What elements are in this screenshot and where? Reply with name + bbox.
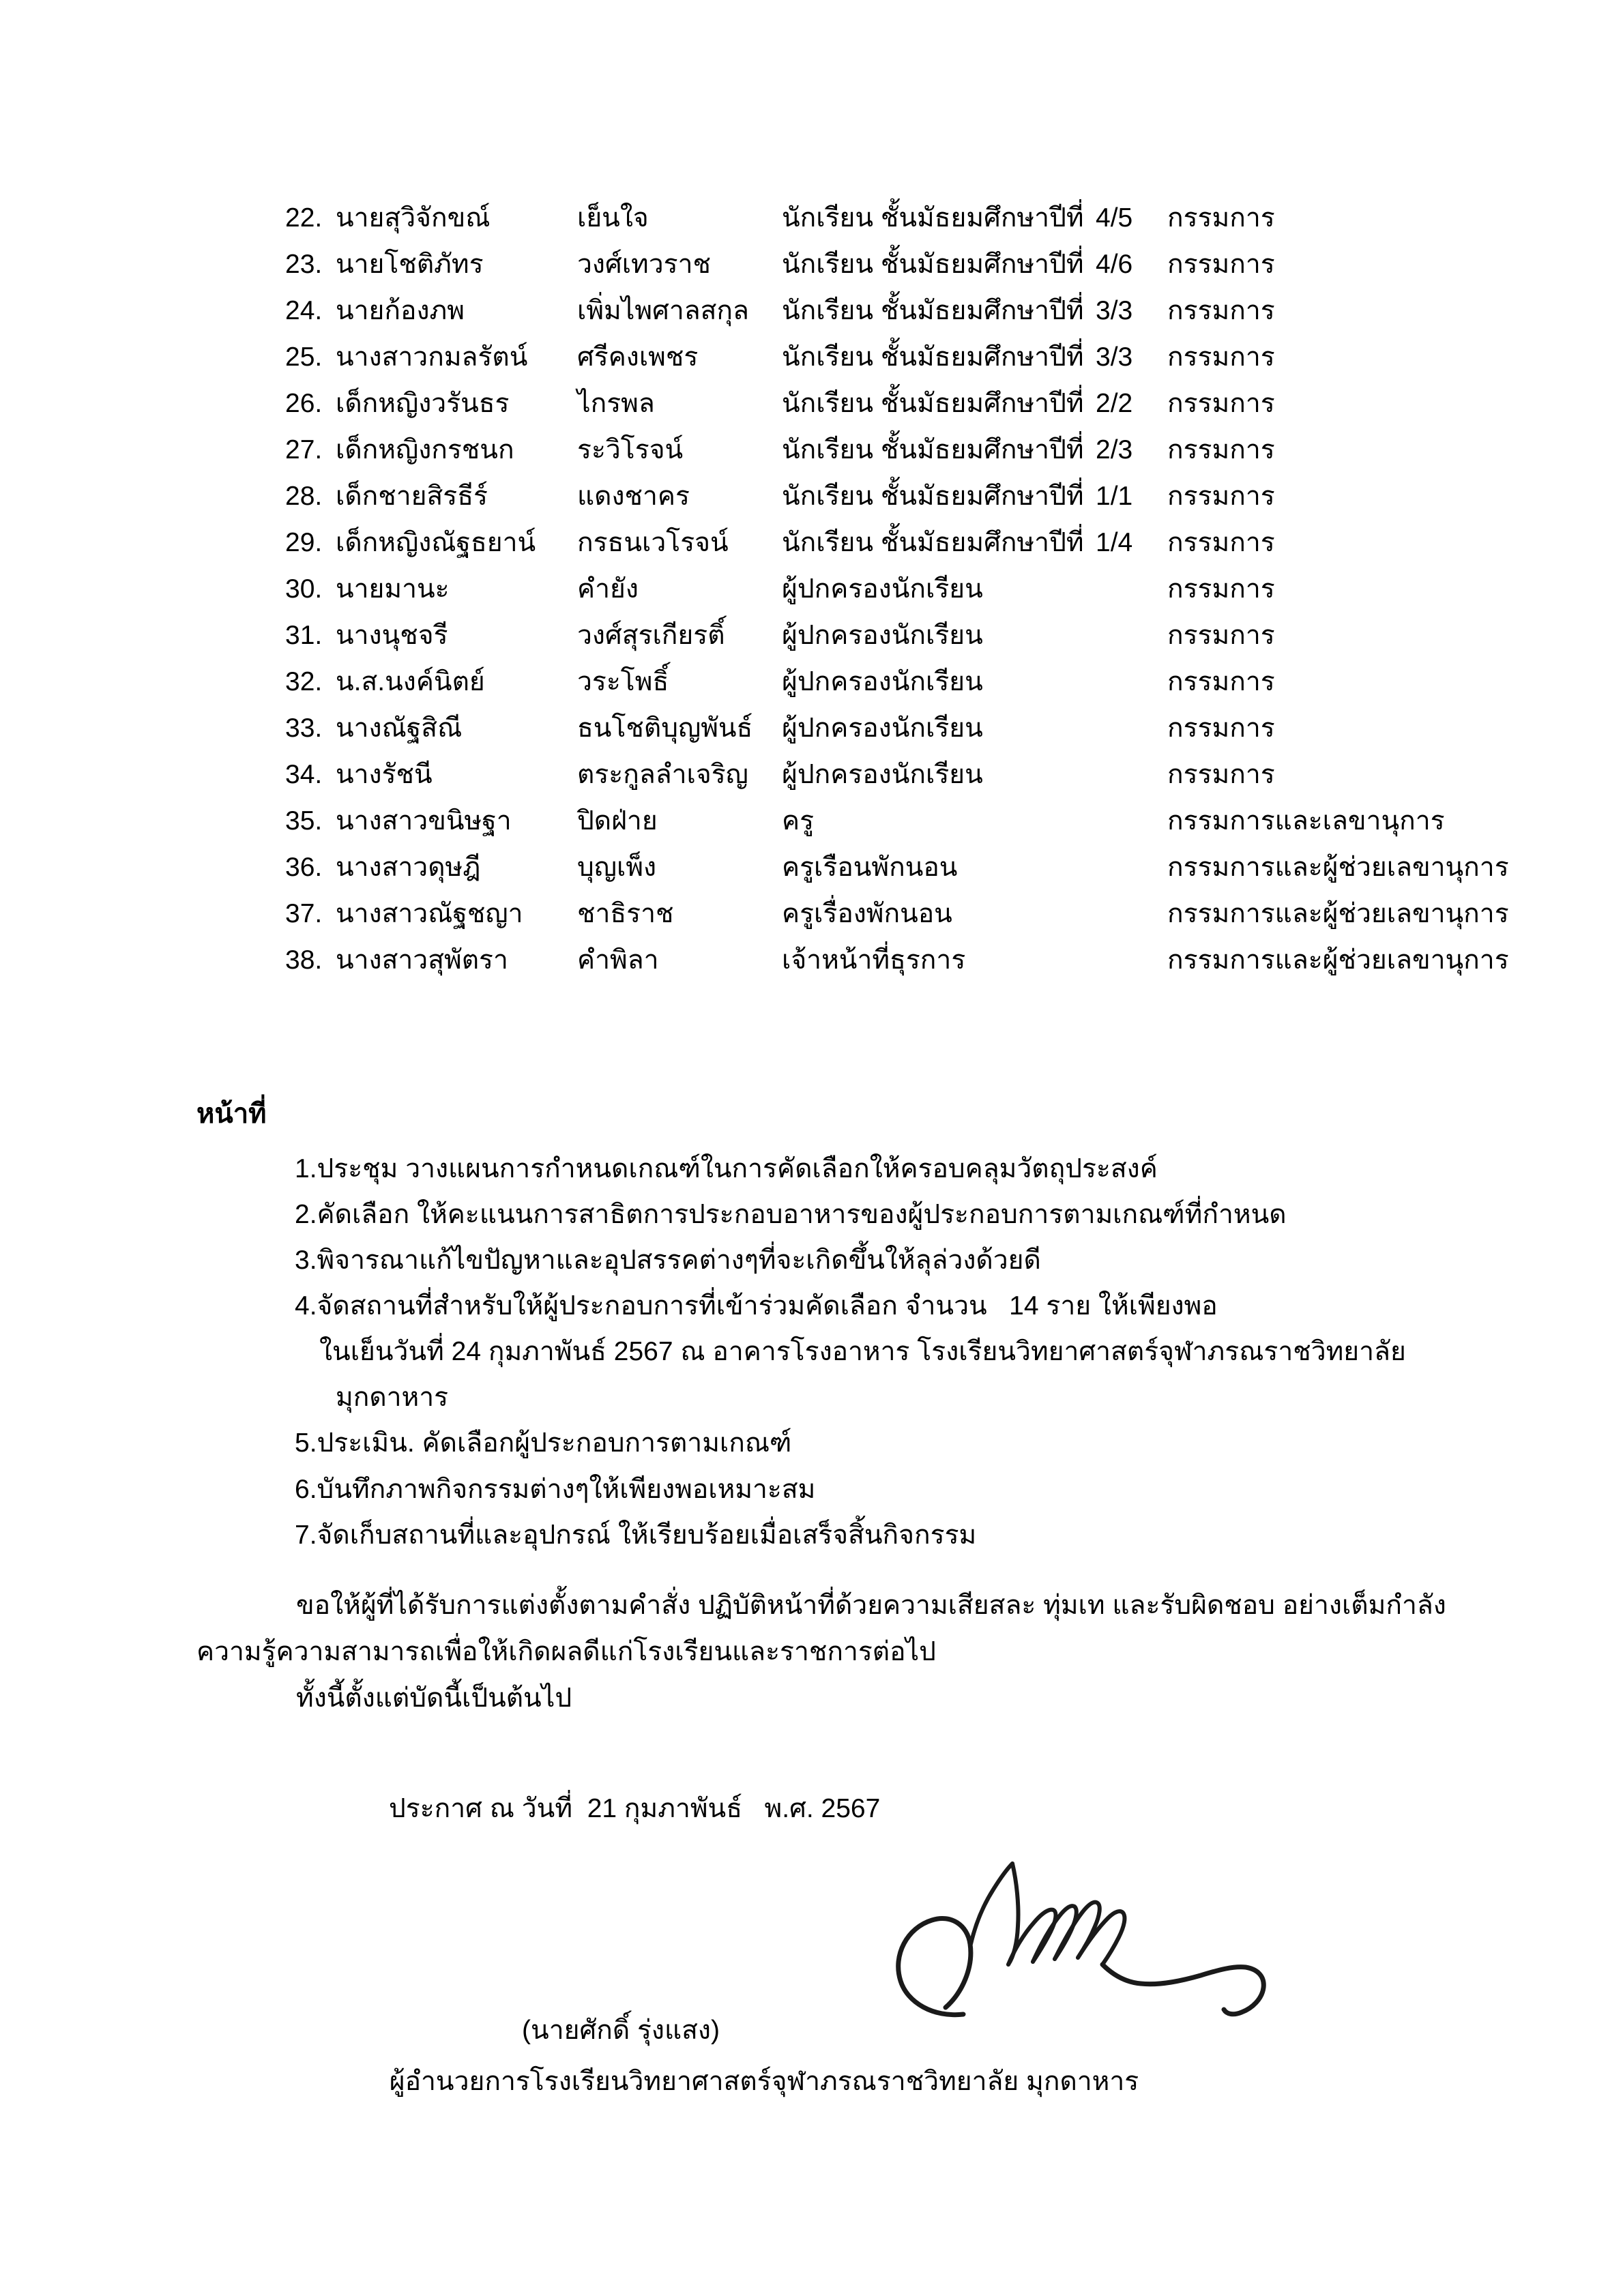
table-row xyxy=(285,854,1554,900)
table-row xyxy=(285,808,1554,854)
member-surname: ตระกูลลำเจริญ xyxy=(577,760,748,789)
member-position: นักเรียน ชั้นมัธยมศึกษาปีที่ xyxy=(782,528,1084,557)
closing-paragraph xyxy=(196,1583,1520,1722)
member-role: กรรมการและผู้ช่วยเลขานุการ xyxy=(1167,899,1509,928)
member-surname: เพิ่มไพศาลสกุล xyxy=(577,296,749,325)
member-class-level xyxy=(1096,808,1167,854)
member-class-level: 1/1 xyxy=(1096,482,1133,511)
table-row xyxy=(285,297,1554,344)
member-surname: ไกรพล xyxy=(577,389,655,418)
member-surname: ชาธิราช xyxy=(577,899,674,928)
table-row xyxy=(285,344,1554,390)
table-row xyxy=(285,900,1554,947)
member-class-level xyxy=(1096,715,1167,761)
member-class-level xyxy=(1096,622,1167,668)
member-position: ครูเรื่องพักนอน xyxy=(782,899,952,928)
member-role: กรรมการ xyxy=(1167,528,1275,557)
member-position: ผู้ปกครองนักเรียน xyxy=(782,760,983,789)
row-number: 27. xyxy=(285,435,323,465)
table-row xyxy=(285,390,1554,437)
duty-item: 5.ประเมิน. คัดเลือกผู้ประกอบการตามเกณฑ์ xyxy=(295,1428,792,1458)
member-class-level: 3/3 xyxy=(1096,296,1133,325)
member-name: นางณัฐสิณี xyxy=(336,713,463,743)
member-role: กรรมการ xyxy=(1167,667,1275,696)
row-number: 28. xyxy=(285,482,323,511)
member-position: นักเรียน ชั้นมัธยมศึกษาปีที่ xyxy=(782,482,1084,511)
member-class-level: 1/4 xyxy=(1096,528,1133,557)
member-role: กรรมการ xyxy=(1167,482,1275,511)
member-position: นักเรียน ชั้นมัธยมศึกษาปีที่ xyxy=(782,250,1084,279)
row-number: 38. xyxy=(285,945,323,975)
member-name: นางรัชนี xyxy=(336,760,433,789)
member-surname: ระวิโรจน์ xyxy=(577,435,684,465)
member-name: นางสาวสุพัตรา xyxy=(336,945,508,975)
member-position: เจ้าหน้าที่ธุรการ xyxy=(782,945,966,975)
member-role: กรรมการและเลขานุการ xyxy=(1167,806,1445,836)
duty-item: 3.พิจารณาแก้ไขปัญหาและอุปสรรคต่างๆที่จะเกิดขึ้นให้ลุล่วงด้วยดี xyxy=(295,1246,1041,1276)
member-surname: คำพิลา xyxy=(577,945,659,975)
table-row xyxy=(285,205,1554,251)
member-surname: วงศ์เทวราช xyxy=(577,250,711,279)
member-class-level xyxy=(1096,668,1167,715)
member-role: กรรมการ xyxy=(1167,250,1275,279)
member-role: กรรมการ xyxy=(1167,296,1275,325)
member-class-level: 2/3 xyxy=(1096,435,1133,465)
member-name: น.ส.นงค์นิตย์ xyxy=(336,667,485,696)
member-name: นายสุวิจักขณ์ xyxy=(336,203,491,233)
row-number: 31. xyxy=(285,621,323,650)
member-surname: ศรีคงเพชร xyxy=(577,342,699,372)
member-role: กรรมการ xyxy=(1167,760,1275,789)
closing-line-1: ขอให้ผู้ที่ได้รับการแต่งตั้งตามคำสั่ง ปฏิบัติหน้าที่ด้วยความเสียสละ ทุ่มเท และรับผิดชอบ อย่างเต็มกำลัง xyxy=(296,1591,1446,1620)
handwritten-signature-icon xyxy=(805,1842,1324,2033)
member-class-level xyxy=(1096,900,1167,947)
row-number: 37. xyxy=(285,899,323,928)
table-row xyxy=(285,761,1554,808)
member-name: เด็กหญิงกรชนก xyxy=(336,435,514,465)
row-number: 34. xyxy=(285,760,323,789)
member-role: กรรมการ xyxy=(1167,389,1275,418)
member-position: นักเรียน ชั้นมัธยมศึกษาปีที่ xyxy=(782,296,1084,325)
duty-item: 2.คัดเลือก ให้คะแนนการสาธิตการประกอบอาหารของผู้ประกอบการตามเกณฑ์ที่กำหนด xyxy=(295,1200,1287,1230)
duty-item: 7.จัดเก็บสถานที่และอุปกรณ์ ให้เรียบร้อยเมื่อเสร็จสิ้นกิจกรรม xyxy=(295,1520,977,1550)
table-row xyxy=(285,622,1554,668)
duties-list xyxy=(295,1146,1523,1558)
duty-item: 4.จัดสถานที่สำหรับให้ผู้ประกอบการที่เข้าร่วมคัดเลือก จำนวน 14 ราย ให้เพียงพอ xyxy=(295,1291,1218,1321)
row-number: 32. xyxy=(285,667,323,696)
row-number: 24. xyxy=(285,296,323,325)
member-position: ครูเรือนพักนอน xyxy=(782,853,958,882)
member-surname: กรธนเวโรจน์ xyxy=(577,528,729,557)
row-number: 30. xyxy=(285,574,323,604)
member-role: กรรมการ xyxy=(1167,621,1275,650)
member-class-level: 4/5 xyxy=(1096,203,1133,233)
row-number: 23. xyxy=(285,250,323,279)
closing-line-3: ทั้งนี้ตั้งแต่บัดนี้เป็นต้นไป xyxy=(296,1683,572,1713)
member-role: กรรมการ xyxy=(1167,342,1275,372)
duty-item: 1.ประชุม วางแผนการกำหนดเกณฑ์ในการคัดเลือกให้ครอบคลุมวัตถุประสงค์ xyxy=(295,1154,1158,1183)
member-position: ครู xyxy=(782,806,815,836)
member-name: เด็กหญิงวรันธร xyxy=(336,389,510,418)
signer-name: (นายศักดิ์ รุ่งแสง) xyxy=(522,2016,720,2045)
signature-block xyxy=(805,1842,1324,2033)
member-role: กรรมการ xyxy=(1167,203,1275,233)
roster-body xyxy=(285,205,1554,993)
signer-title: ผู้อำนวยการโรงเรียนวิทยาศาสตร์จุฬาภรณราชวิทยาลัย มุกดาหาร xyxy=(389,2067,1139,2096)
row-number: 35. xyxy=(285,806,323,836)
table-row xyxy=(285,715,1554,761)
table-row xyxy=(285,668,1554,715)
row-number: 29. xyxy=(285,528,323,557)
member-surname: คำยัง xyxy=(577,574,639,604)
table-row xyxy=(285,437,1554,483)
row-number: 25. xyxy=(285,342,323,372)
table-row xyxy=(285,576,1554,622)
row-number: 36. xyxy=(285,853,323,882)
member-surname: เย็นใจ xyxy=(577,203,649,233)
table-row xyxy=(285,947,1554,993)
member-role: กรรมการ xyxy=(1167,574,1275,604)
duty-item-continuation: มุกดาหาร xyxy=(336,1383,449,1413)
row-number: 26. xyxy=(285,389,323,418)
member-role: กรรมการ xyxy=(1167,713,1275,743)
announcement-date: ประกาศ ณ วันที่ 21 กุมภาพันธ์ พ.ศ. 2567 xyxy=(389,1794,881,1823)
member-surname: ปิดฝ่าย xyxy=(577,806,658,836)
duty-item: 6.บันทึกภาพกิจกรรมต่างๆให้เพียงพอเหมาะสม xyxy=(295,1474,816,1504)
member-role: กรรมการ xyxy=(1167,435,1275,465)
member-role: กรรมการและผู้ช่วยเลขานุการ xyxy=(1167,853,1509,882)
member-name: นางสาวณัฐชญา xyxy=(336,899,523,928)
member-position: ผู้ปกครองนักเรียน xyxy=(782,667,983,696)
member-role: กรรมการและผู้ช่วยเลขานุการ xyxy=(1167,945,1509,975)
member-class-level: 3/3 xyxy=(1096,342,1133,372)
member-name: นางสาวขนิษฐา xyxy=(336,806,512,836)
member-position: ผู้ปกครองนักเรียน xyxy=(782,713,983,743)
member-name: นายโชติภัทร xyxy=(336,250,484,279)
committee-roster-table xyxy=(285,205,1554,993)
table-row xyxy=(285,529,1554,576)
member-name: นางสาวกมลรัตน์ xyxy=(336,342,528,372)
member-name: นายก้องภพ xyxy=(336,296,465,325)
member-surname: บุญเพ็ง xyxy=(577,853,657,882)
member-surname: วงศ์สุรเกียรติ์ xyxy=(577,621,725,650)
member-class-level: 2/2 xyxy=(1096,389,1133,418)
closing-line-2: ความรู้ความสามารถเพื่อให้เกิดผลดีแก่โรงเรียนและราชการต่อไป xyxy=(196,1636,936,1666)
member-position: นักเรียน ชั้นมัธยมศึกษาปีที่ xyxy=(782,342,1084,372)
row-number: 33. xyxy=(285,713,323,743)
member-position: นักเรียน ชั้นมัธยมศึกษาปีที่ xyxy=(782,389,1084,418)
member-name: นางนุชจรี xyxy=(336,621,448,650)
table-row xyxy=(285,483,1554,529)
duty-item-continuation: ในเย็นวันที่ 24 กุมภาพันธ์ 2567 ณ อาคารโรงอาหาร โรงเรียนวิทยาศาสตร์จุฬาภรณราชวิทยาลัย xyxy=(319,1337,1406,1367)
member-position: นักเรียน ชั้นมัธยมศึกษาปีที่ xyxy=(782,203,1084,233)
member-name: นายมานะ xyxy=(336,574,450,604)
member-surname: แดงชาคร xyxy=(577,482,690,511)
member-class-level xyxy=(1096,854,1167,900)
table-row xyxy=(285,251,1554,297)
member-position: นักเรียน ชั้นมัธยมศึกษาปีที่ xyxy=(782,435,1084,465)
member-class-level xyxy=(1096,576,1167,622)
member-position: ผู้ปกครองนักเรียน xyxy=(782,574,983,604)
member-class-level xyxy=(1096,947,1167,993)
member-name: เด็กหญิงณัฐธยาน์ xyxy=(336,528,536,557)
member-surname: ธนโชติบุญพันธ์ xyxy=(577,713,753,743)
member-class-level: 4/6 xyxy=(1096,250,1133,279)
member-name: นางสาวดุษฎี xyxy=(336,853,481,882)
duties-heading: หน้าที่ xyxy=(196,1099,267,1129)
member-surname: วระโพธิ์ xyxy=(577,667,669,696)
row-number: 22. xyxy=(285,203,323,233)
member-position: ผู้ปกครองนักเรียน xyxy=(782,621,983,650)
member-class-level xyxy=(1096,761,1167,808)
member-name: เด็กชายสิรธีร์ xyxy=(336,482,488,511)
